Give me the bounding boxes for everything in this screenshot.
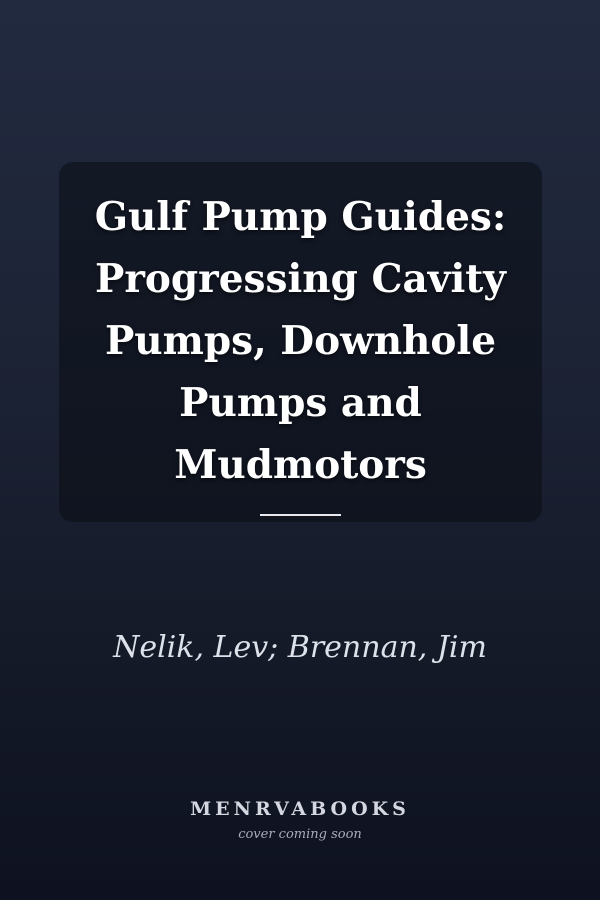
title-divider	[260, 514, 341, 516]
title-line: Pumps and	[179, 380, 422, 426]
book-authors: Nelik, Lev; Brennan, Jim	[113, 630, 487, 665]
publisher-name: MENRVABOOKS	[190, 798, 410, 820]
title-line: Pumps, Downhole	[104, 318, 497, 364]
title-line: Mudmotors	[174, 442, 427, 488]
book-title	[59, 186, 542, 496]
title-line: Gulf Pump Guides:	[94, 194, 507, 240]
title-panel	[59, 162, 542, 522]
title-line: Progressing Cavity	[95, 256, 506, 302]
cover-note: cover coming soon	[238, 827, 362, 842]
